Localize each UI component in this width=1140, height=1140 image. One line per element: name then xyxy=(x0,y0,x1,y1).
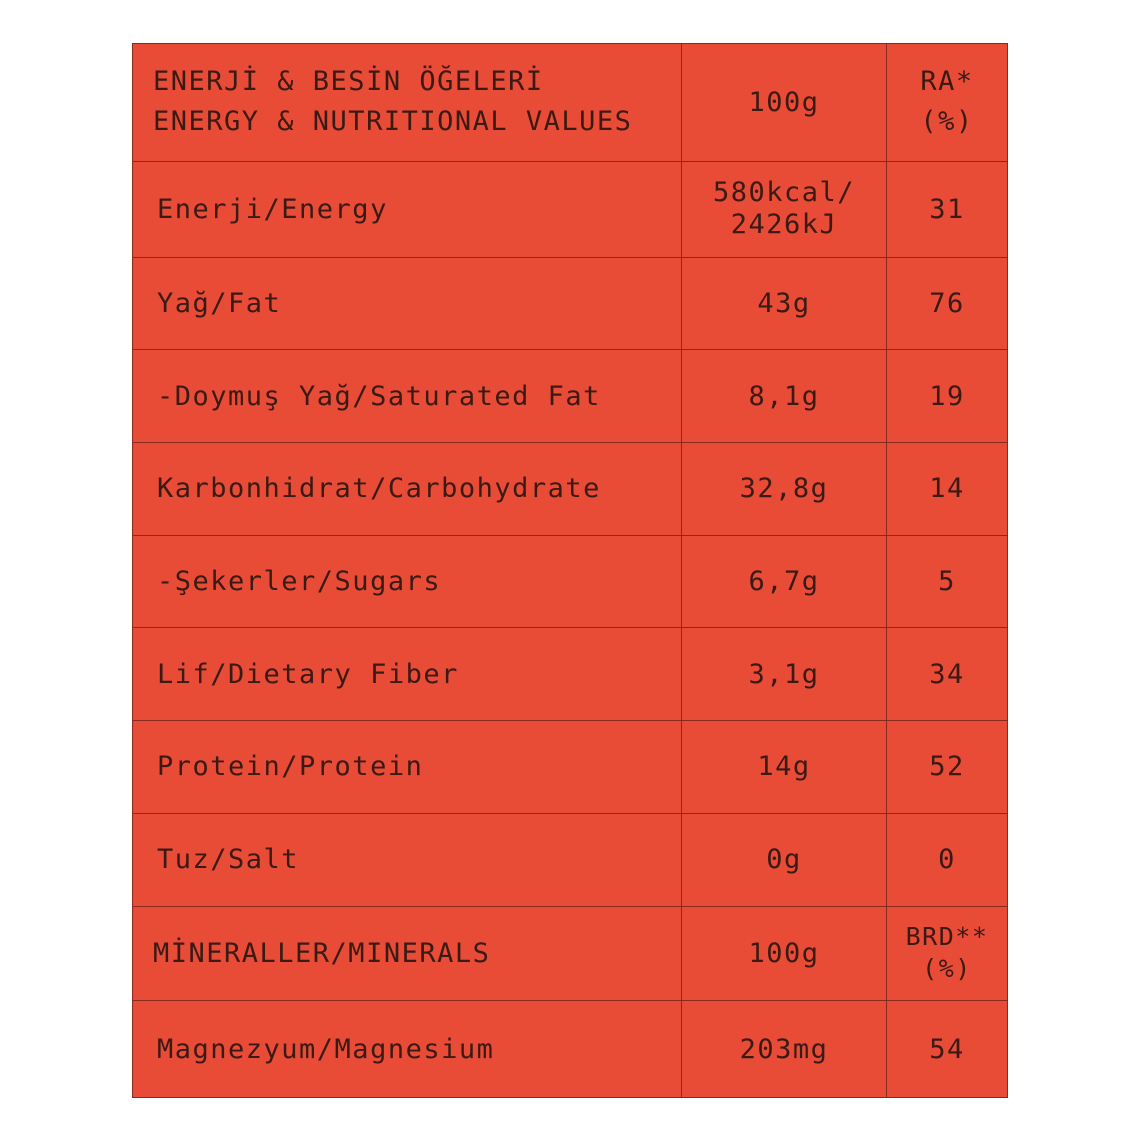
row-pct: 31 xyxy=(887,161,1008,257)
row-amount: 203mg xyxy=(682,1001,887,1098)
table-row xyxy=(133,161,1008,257)
row-pct: 76 xyxy=(887,257,1008,350)
header-pct-label: RA* xyxy=(920,66,974,98)
row-pct: 52 xyxy=(887,721,1008,814)
row-pct: 5 xyxy=(887,535,1008,628)
table-row xyxy=(133,628,1008,721)
row-name: Yağ/Fat xyxy=(133,257,682,350)
table-row xyxy=(133,535,1008,628)
header-title-en: ENERGY & NUTRITIONAL VALUES xyxy=(153,106,633,138)
row-name: Enerji/Energy xyxy=(133,161,682,257)
row-pct: 34 xyxy=(887,628,1008,721)
row-amount: 3,1g xyxy=(682,628,887,721)
header-title-tr: ENERJİ & BESİN ÖĞELERİ xyxy=(153,66,544,98)
table-row xyxy=(133,813,1008,906)
row-pct: 14 xyxy=(887,443,1008,536)
row-amount: 0g xyxy=(682,813,887,906)
minerals-header-name: MİNERALLER/MINERALS xyxy=(133,906,682,1001)
table-row xyxy=(133,1001,1008,1098)
table-row xyxy=(133,350,1008,443)
minerals-header-amount: 100g xyxy=(682,906,887,1001)
row-name: Karbonhidrat/Carbohydrate xyxy=(133,443,682,536)
row-amount: 32,8g xyxy=(682,443,887,536)
nutrition-table xyxy=(132,43,1008,1098)
table-row xyxy=(133,443,1008,536)
minerals-pct-unit: (%) xyxy=(922,954,972,984)
row-name: Magnezyum/Magnesium xyxy=(133,1001,682,1098)
table-row xyxy=(133,721,1008,814)
row-amount-cell xyxy=(682,161,887,257)
row-name: -Doymuş Yağ/Saturated Fat xyxy=(133,350,682,443)
row-amount: 43g xyxy=(682,257,887,350)
row-amount-kcal: 580kcal/ xyxy=(712,177,856,209)
table-row xyxy=(133,257,1008,350)
minerals-header-row xyxy=(133,906,1008,1001)
header-amount: 100g xyxy=(682,44,887,162)
row-name: Tuz/Salt xyxy=(133,813,682,906)
row-pct: 19 xyxy=(887,350,1008,443)
row-name: Lif/Dietary Fiber xyxy=(133,628,682,721)
minerals-pct-label: BRD** xyxy=(905,922,989,952)
header-pct-cell xyxy=(887,44,1008,162)
row-pct: 0 xyxy=(887,813,1008,906)
nutrition-label xyxy=(132,43,1007,1098)
row-pct: 54 xyxy=(887,1001,1008,1098)
row-name: -Şekerler/Sugars xyxy=(133,535,682,628)
minerals-header-pct-cell xyxy=(887,906,1008,1001)
row-amount: 14g xyxy=(682,721,887,814)
row-amount: 8,1g xyxy=(682,350,887,443)
row-amount-kj: 2426kJ xyxy=(730,209,838,241)
header-name-cell xyxy=(133,44,682,162)
table-header-row xyxy=(133,44,1008,162)
row-amount: 6,7g xyxy=(682,535,887,628)
row-name: Protein/Protein xyxy=(133,721,682,814)
header-pct-unit: (%) xyxy=(920,106,974,138)
